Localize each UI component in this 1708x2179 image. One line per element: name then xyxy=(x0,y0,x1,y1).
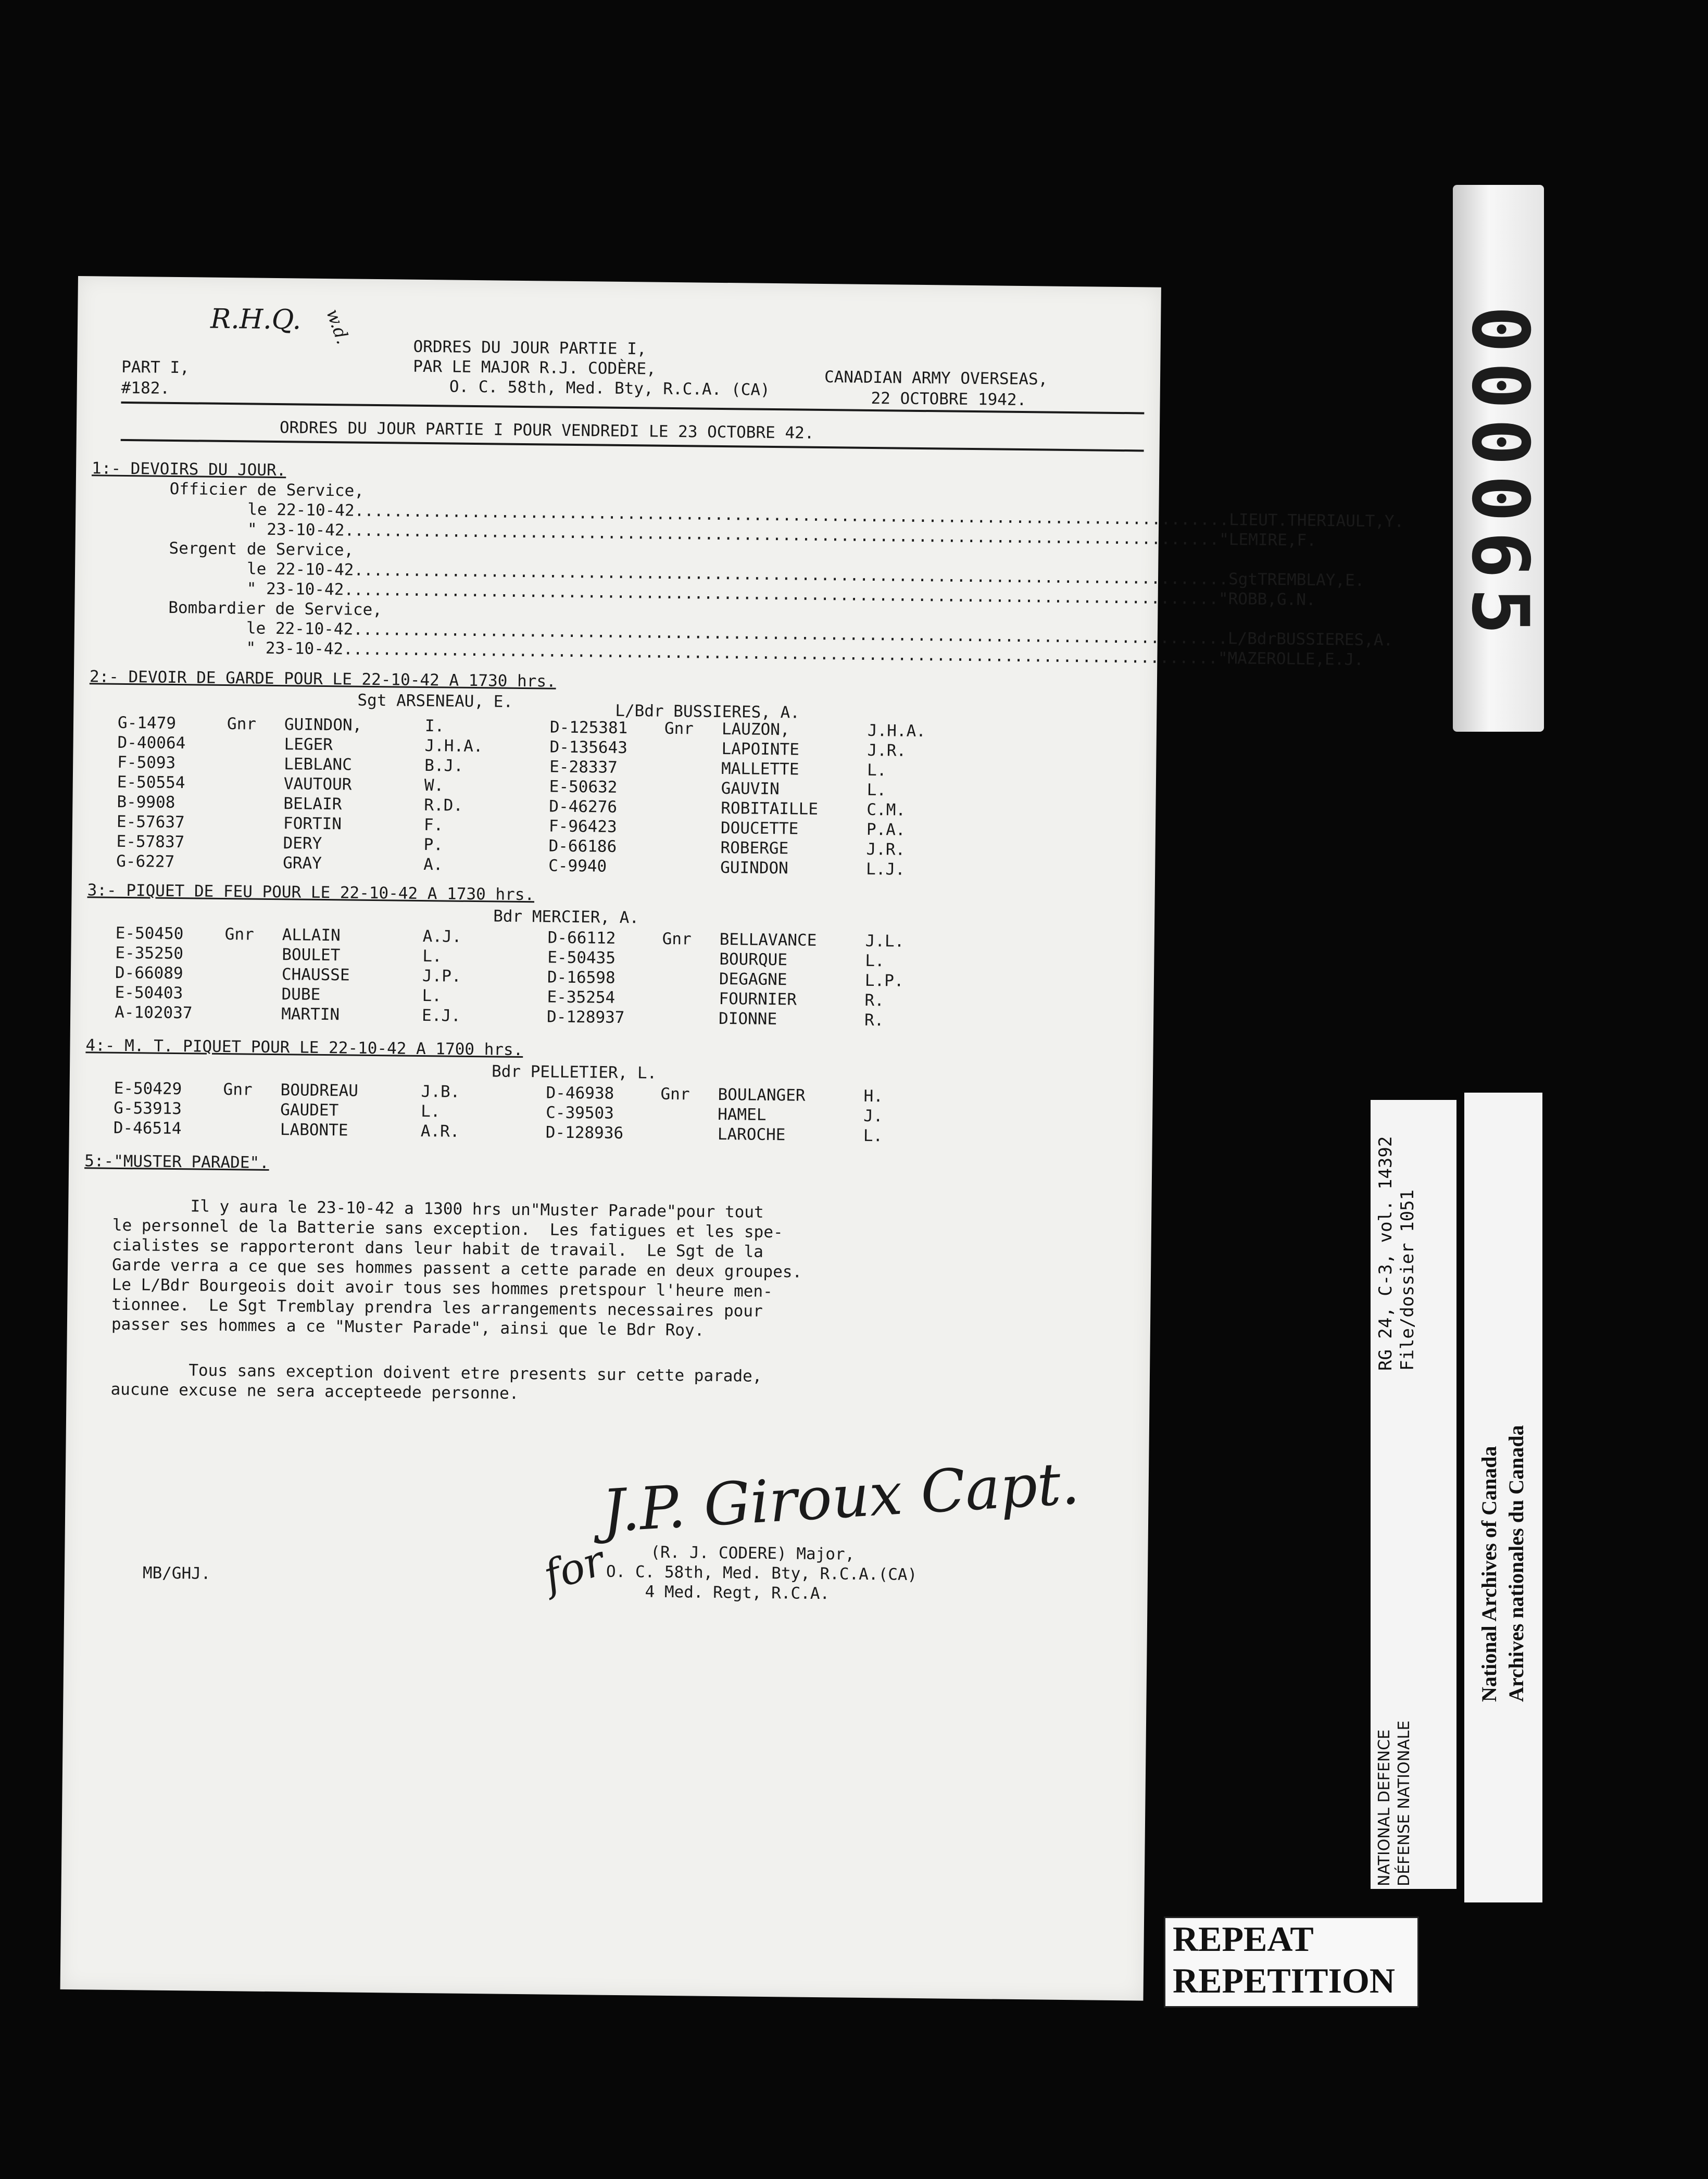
dot-leader: .......................................................................................... xyxy=(344,521,1220,549)
service-number: D-16598 xyxy=(547,968,616,987)
duty-label: le 22-10-42 xyxy=(246,619,354,639)
initials: L. xyxy=(865,951,885,971)
rank: Gnr xyxy=(224,925,254,944)
signature-line-2: O. C. 58th, Med. Bty, R.C.A.(CA) xyxy=(606,1562,918,1585)
section5-paragraph-2 xyxy=(110,1360,762,1406)
section4-heading: 4:- M. T. PIQUET POUR LE 22-10-42 A 1700 hrs. xyxy=(85,1036,523,1060)
service-number: E-28337 xyxy=(549,757,618,777)
rank xyxy=(662,949,719,969)
duty-name: TREMBLAY, xyxy=(1257,570,1346,590)
duty-label: " 23-10-42 xyxy=(246,579,344,599)
duty-name: MAZEROLLE, xyxy=(1227,649,1325,669)
duty-label: Officier de Service, xyxy=(169,479,365,500)
section5-paragraph-1 xyxy=(111,1196,803,1342)
section4-leader: Bdr PELLETIER, L. xyxy=(491,1062,657,1083)
duty-name: ROBB, xyxy=(1228,590,1277,609)
archive-reference-card xyxy=(1371,1100,1456,1889)
rank xyxy=(225,833,283,853)
rank xyxy=(660,1124,718,1144)
dot-leader: .......................................................................................... xyxy=(344,580,1219,608)
initials: L. xyxy=(421,1101,441,1121)
paragraph-line: le personnel de la Batterie sans exception. Les fatigues et les spe- xyxy=(112,1216,783,1242)
surname: LAROCHE xyxy=(717,1124,786,1145)
rank xyxy=(661,1008,719,1029)
surname: ROBITAILLE xyxy=(721,798,819,819)
rank xyxy=(223,1099,280,1120)
duty-label: " 23-10-42 xyxy=(247,520,345,540)
initials: J.B. xyxy=(421,1082,460,1101)
order-number: #182. xyxy=(121,378,170,398)
duty-label: le 22-10-42 xyxy=(247,500,355,520)
section3-leader: Bdr MERCIER, A. xyxy=(493,907,639,928)
initials: J.H.A. xyxy=(867,721,926,741)
paragraph-line: passer ses hommes a ce "Muster Parade", ainsi que le Bdr Roy. xyxy=(111,1314,705,1340)
header-unit: O. C. 58th, Med. Bty, R.C.A. (CA) xyxy=(449,377,770,399)
duty-rank: " xyxy=(1219,530,1229,549)
service-number: E-50450 xyxy=(115,923,184,944)
surname: LEGER xyxy=(284,735,333,755)
service-number: E-57637 xyxy=(116,812,185,832)
rank xyxy=(662,969,719,989)
initials: B.J. xyxy=(424,756,464,775)
rank xyxy=(226,813,283,833)
service-number: E-50403 xyxy=(115,983,183,1003)
initials: P.A. xyxy=(866,820,906,840)
archives-canada-label xyxy=(1476,1425,1530,1702)
surname: BELLAVANCE xyxy=(719,930,817,950)
signature-for-mark: for xyxy=(537,1536,610,1601)
duty-label: le 22-10-42 xyxy=(246,559,354,580)
section3-roster xyxy=(115,923,944,1031)
archives-en: National Archives of Canada xyxy=(1477,1446,1501,1702)
service-number: D-66186 xyxy=(548,836,617,856)
service-number: D-125381 xyxy=(549,718,628,738)
surname: DUBE xyxy=(281,985,321,1004)
duty-label: Sergent de Service, xyxy=(169,539,354,560)
rank xyxy=(663,798,721,818)
initials: R.D. xyxy=(424,796,463,815)
duty-label: " 23-10-42 xyxy=(246,638,344,659)
surname: FORTIN xyxy=(283,814,342,834)
surname: BOULANGER xyxy=(718,1085,806,1105)
duty-rank: " xyxy=(1218,589,1228,609)
rank xyxy=(224,984,281,1004)
service-number: E-50435 xyxy=(547,948,616,968)
duty-rank: " xyxy=(1217,648,1228,668)
frame-number: 000065 xyxy=(1454,306,1545,644)
service-number: E-50554 xyxy=(117,772,185,793)
service-number: A-102037 xyxy=(115,1003,193,1023)
surname: DEGAGNE xyxy=(719,969,787,990)
dot-leader: .......................................................................................... xyxy=(353,620,1228,648)
section4-roster xyxy=(114,1079,942,1147)
surname: LEBLANC xyxy=(284,755,353,774)
archives-canada-card xyxy=(1464,1093,1542,1902)
initials: R. xyxy=(864,1010,884,1030)
service-number: C-9940 xyxy=(548,856,607,876)
initials: L. xyxy=(422,946,442,966)
initials: J.P. xyxy=(422,966,461,986)
initials: L. xyxy=(422,986,442,1006)
rank xyxy=(227,773,284,794)
initials: J.H.A. xyxy=(424,736,483,756)
rank xyxy=(225,853,283,873)
paragraph-line: Garde verra a ce que ses hommes passent a cette parade en deux groupes. xyxy=(111,1255,802,1282)
signature-line-1: (R. J. CODERE) Major, xyxy=(650,1543,855,1564)
paragraph-line: Le L/Bdr Bourgeois doit avoir tous ses hommes pretspour l'heure men- xyxy=(111,1275,773,1301)
service-number: D-135643 xyxy=(549,737,628,758)
rank: Gnr xyxy=(223,1080,253,1099)
dot-leader: .......................................................................................... xyxy=(354,501,1229,530)
surname: DOUCETTE xyxy=(720,818,799,838)
surname: ROBERGE xyxy=(720,838,789,858)
surname: BELAIR xyxy=(283,794,342,814)
service-number: G-1479 xyxy=(117,713,177,733)
archive-dept-line-2: DÉFENSE NATIONALE xyxy=(1395,1720,1413,1886)
rank xyxy=(224,1004,281,1024)
service-number: E-50632 xyxy=(549,777,618,797)
duty-name: THERIAULT, xyxy=(1287,511,1385,531)
surname: DERY xyxy=(283,834,322,853)
initials: L.P. xyxy=(864,971,904,991)
initials: C.M. xyxy=(866,800,906,820)
paragraph-line: aucune excuse ne sera accepteede personne. xyxy=(110,1380,519,1403)
surname: LAPOINTE xyxy=(721,739,800,759)
service-number: D-66089 xyxy=(115,963,183,983)
initials: I. xyxy=(424,717,445,736)
rank: Gnr xyxy=(227,715,257,734)
surname: MALLETTE xyxy=(721,759,799,779)
surname: GAUDET xyxy=(280,1100,339,1120)
service-number: G-53913 xyxy=(114,1098,182,1119)
initials: A. xyxy=(423,855,443,874)
surname: GRAY xyxy=(283,854,322,873)
section5-heading: 5:-"MUSTER PARADE". xyxy=(84,1151,269,1172)
surname: HAMEL xyxy=(718,1105,767,1124)
initials: L.J. xyxy=(865,859,905,879)
paragraph-line: Tous sans exception doivent etre presents sur cette parade, xyxy=(110,1360,762,1386)
rank xyxy=(224,964,282,984)
surname: LABONTE xyxy=(280,1120,348,1140)
surname: GUINDON, xyxy=(284,715,362,735)
rank xyxy=(664,758,721,779)
service-number: D-46938 xyxy=(546,1083,614,1103)
duty-rank: Sgt xyxy=(1228,570,1258,589)
duty-initials: F. xyxy=(1297,531,1317,550)
paragraph-line: cialistes se rapporteront dans leur habit de travail. Le Sgt de la xyxy=(112,1235,764,1261)
initials: W. xyxy=(424,776,444,795)
duty-initials: E. xyxy=(1345,571,1365,590)
rank: Gnr xyxy=(660,1084,690,1104)
archive-reference xyxy=(1375,1136,1418,1371)
rank xyxy=(226,793,283,813)
surname: LAUZON, xyxy=(721,719,790,740)
header-by-line: PAR LE MAJOR R.J. CODÈRE, xyxy=(413,357,656,379)
section2-leader-right: L/Bdr BUSSIERES, A. xyxy=(615,701,800,722)
signature-line-3: 4 Med. Regt, R.C.A. xyxy=(645,1582,830,1604)
handwritten-note: R.H.Q. xyxy=(210,303,302,336)
rank xyxy=(664,738,721,759)
surname: BOURQUE xyxy=(719,949,788,970)
service-number: E-35250 xyxy=(115,943,184,963)
duty-initials: E.J. xyxy=(1324,650,1364,669)
surname: DIONNE xyxy=(718,1009,777,1029)
surname: GAUVIN xyxy=(721,779,780,799)
initials: J. xyxy=(863,1106,883,1126)
duty-rank: L/Bdr xyxy=(1227,629,1277,649)
service-number: D-128937 xyxy=(546,1007,625,1028)
initials: A.R. xyxy=(420,1121,460,1141)
rank xyxy=(660,1104,718,1124)
header-date: 22 OCTOBRE 1942. xyxy=(871,389,1027,410)
service-number: D-40064 xyxy=(117,733,186,753)
surname: CHAUSSE xyxy=(281,965,350,985)
section2-roster xyxy=(116,713,946,880)
section3-heading: 3:- PIQUET DE FEU POUR LE 22-10-42 A 1730 hrs. xyxy=(87,881,535,905)
initials: R. xyxy=(864,991,885,1010)
rank xyxy=(663,837,720,858)
rank xyxy=(661,988,719,1009)
service-number: D-46514 xyxy=(113,1118,182,1138)
archive-ref-line-1: RG 24, C-3, vol. 14392 xyxy=(1375,1136,1396,1371)
duty-initials: A. xyxy=(1373,631,1393,650)
service-number: D-46276 xyxy=(549,797,618,817)
paragraph-line: tionnee. Le Sgt Tremblay prendra les arrangements necessaires pour xyxy=(111,1295,763,1321)
rank xyxy=(664,778,721,798)
initials: L. xyxy=(866,780,887,800)
rank xyxy=(227,754,284,774)
dot-leader: .......................................................................................... xyxy=(354,560,1229,589)
archive-department xyxy=(1375,1721,1414,1886)
initials: E.J. xyxy=(421,1006,461,1025)
duty-name: BUSSIERES, xyxy=(1276,630,1374,650)
paragraph-line: Il y aura le 23-10-42 a 1300 hrs un"Muster Parade"pour tout xyxy=(112,1196,764,1222)
service-number: E-50429 xyxy=(114,1079,182,1099)
service-number: F-5093 xyxy=(117,753,176,773)
section2-heading: 2:- DEVOIR DE GARDE POUR LE 22-10-42 A 1730 hrs. xyxy=(89,667,556,691)
surname: MARTIN xyxy=(281,1005,340,1024)
handwritten-signature: J.P. Giroux Capt. xyxy=(600,1449,1082,1546)
surname: FOURNIER xyxy=(719,989,797,1009)
rank xyxy=(223,1119,280,1139)
service-number: B-9908 xyxy=(117,792,175,812)
initials: J.R. xyxy=(866,840,906,859)
initials: J.L. xyxy=(865,931,905,951)
service-number: D-128936 xyxy=(545,1123,624,1143)
initials: H. xyxy=(863,1086,884,1106)
repeat-stamp-line-2: REPETITION xyxy=(1173,1961,1395,2000)
duty-name: LEMIRE, xyxy=(1228,530,1297,550)
surname: BOUDREAU xyxy=(280,1081,359,1100)
service-number: D-66112 xyxy=(547,928,616,948)
surname: VAUTOUR xyxy=(283,774,352,794)
duty-initials: G.N. xyxy=(1276,590,1316,609)
handwritten-initials: w.d. xyxy=(322,306,354,347)
service-number: E-35254 xyxy=(547,987,616,1007)
surname: BOULET xyxy=(282,945,341,965)
archive-ref-line-2: File/dossier 1051 xyxy=(1397,1189,1418,1371)
surname: ALLAIN xyxy=(282,925,341,945)
service-number: C-39503 xyxy=(546,1103,614,1123)
part-label: PART I, xyxy=(121,357,190,378)
duty-rank: LIEUT. xyxy=(1229,510,1288,530)
service-number: G-6227 xyxy=(116,851,175,872)
dot-leader: .......................................................................................... xyxy=(343,640,1218,668)
section1-heading: 1:- DEVOIRS DU JOUR. xyxy=(91,459,286,480)
initials: J.R. xyxy=(867,741,907,760)
rank xyxy=(663,857,720,878)
archive-dept-line-1: NATIONAL DEFENCE xyxy=(1375,1729,1393,1886)
initials: P. xyxy=(423,835,444,855)
rank xyxy=(663,818,721,838)
section2-leader-left: Sgt ARSENEAU, E. xyxy=(357,691,513,711)
service-number: F-96423 xyxy=(548,817,617,836)
duty-label: Bombardier de Service, xyxy=(168,598,383,620)
repeat-stamp xyxy=(1164,1917,1419,2008)
initials: F. xyxy=(423,816,444,835)
repeat-stamp-line-1: REPEAT xyxy=(1173,1919,1314,1959)
header-title: ORDRES DU JOUR PARTIE I, xyxy=(413,337,647,359)
reference-initials: MB/GHJ. xyxy=(142,1563,211,1583)
archives-fr: Archives nationales du Canada xyxy=(1504,1425,1528,1702)
rank: Gnr xyxy=(664,719,694,738)
initials: A.J. xyxy=(422,927,462,946)
initials: L. xyxy=(863,1126,883,1146)
rank: Gnr xyxy=(662,929,692,949)
rank xyxy=(224,944,282,965)
duty-initials: Y. xyxy=(1384,512,1404,531)
rank xyxy=(227,734,284,754)
header-subtitle: ORDRES DU JOUR PARTIE I POUR VENDREDI LE 23 OCTOBRE 42. xyxy=(279,418,814,443)
header-org: CANADIAN ARMY OVERSEAS, xyxy=(824,368,1048,389)
frame-number-strip xyxy=(1453,185,1544,732)
surname: GUINDON xyxy=(720,858,789,878)
section1-list xyxy=(168,479,1404,669)
initials: L. xyxy=(866,760,887,780)
service-number: E-57837 xyxy=(116,832,185,852)
